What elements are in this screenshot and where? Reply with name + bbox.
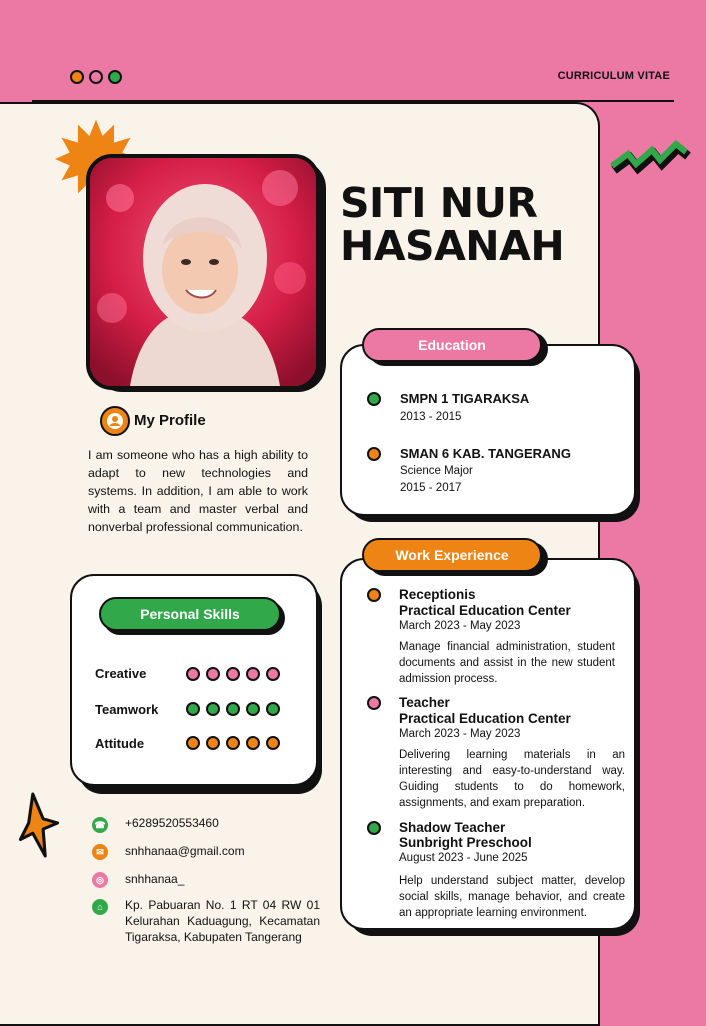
work-dates-2: March 2023 - May 2023: [399, 728, 521, 740]
education-card: [340, 344, 636, 516]
work-dates-1: March 2023 - May 2023: [399, 620, 521, 632]
user-icon: [100, 406, 130, 436]
work-place-3: Sunbright Preschool: [399, 835, 532, 850]
zigzag-decoration: [608, 136, 694, 182]
window-dot-pink: [89, 70, 103, 84]
skill-rating-dot: [186, 667, 200, 681]
education-dot-2: [367, 447, 381, 461]
skills-title-pill: Personal Skills: [99, 597, 281, 631]
work-desc-3: Help understand subject matter, develop social skills, manage behavior, and create an appropriate learning environment.: [399, 875, 625, 919]
skill-rating-dot: [246, 667, 260, 681]
education-years-1: 2013 - 2015: [400, 411, 462, 423]
education-major-2: Science Major: [400, 465, 473, 477]
skill-rating-dot: [186, 736, 200, 750]
instagram-icon: ◎: [92, 872, 108, 888]
window-dot-green: [108, 70, 122, 84]
contact-phone: +6289520553460: [125, 816, 219, 830]
education-dot-1: [367, 392, 381, 406]
skill-rating-dot: [206, 702, 220, 716]
skill-rating-dot: [206, 736, 220, 750]
work-desc-2: Delivering learning materials in an interesting and easy-to-understand way. Guiding students to do homework, assignments, and exam preparation.: [399, 749, 625, 809]
skill-rating-dot: [206, 667, 220, 681]
work-title-pill: Work Experience: [362, 538, 542, 572]
home-icon: ⌂: [92, 899, 108, 915]
education-years-2: 2015 - 2017: [400, 482, 462, 494]
profile-photo: [86, 154, 320, 390]
education-title-pill: Education: [362, 328, 542, 362]
education-school-1: SMPN 1 TIGARAKSA: [400, 391, 530, 406]
work-dates-3: August 2023 - June 2025: [399, 852, 528, 864]
full-name: [340, 179, 565, 270]
work-dot-2: [367, 696, 381, 710]
education-school-2: SMAN 6 KAB. TANGERANG: [400, 446, 571, 461]
skill-rating-dot: [266, 702, 280, 716]
contact-instagram: snhhanaa_: [125, 872, 185, 886]
contact-email: snhhanaa@gmail.com: [125, 844, 245, 858]
work-role-3: Shadow Teacher: [399, 820, 506, 835]
skill-rating-dot: [266, 667, 280, 681]
work-dot-1: [367, 588, 381, 602]
document-label: CURRICULUM VITAE: [557, 70, 670, 82]
window-dot-orange: [70, 70, 84, 84]
skill-rating-dot: [186, 702, 200, 716]
profile-text: I am someone who has a high ability to adapt to new technologies and systems. In addition, I am able to work with a team and master verbal and nonverbal professional communication.: [88, 448, 308, 534]
name-line-1: SITI NUR: [340, 179, 538, 227]
work-place-2: Practical Education Center: [399, 711, 571, 726]
skill-label-teamwork: Teamwork: [95, 702, 159, 717]
skill-label-creative: Creative: [95, 666, 147, 681]
email-icon: ✉: [92, 844, 108, 860]
skill-rating-dot: [226, 667, 240, 681]
work-desc-1: Manage financial administration, student documents and assist in the new student admission process.: [399, 641, 615, 685]
star-decoration: [18, 792, 60, 858]
work-role-2: Teacher: [399, 695, 450, 710]
skill-rating-dot: [246, 702, 260, 716]
work-dot-3: [367, 821, 381, 835]
skill-rating-dot: [246, 736, 260, 750]
skill-rating-dot: [226, 736, 240, 750]
skill-label-attitude: Attitude: [95, 736, 145, 751]
skill-rating-dot: [226, 702, 240, 716]
skill-rating-dot: [266, 736, 280, 750]
phone-icon: ☎: [92, 817, 108, 833]
contact-address: Kp. Pabuaran No. 1 RT 04 RW 01 Kelurahan Kaduagung, Kecamatan Tigaraksa, Kabupaten Tangerang: [125, 898, 320, 944]
profile-title: My Profile: [134, 412, 206, 429]
work-place-1: Practical Education Center: [399, 603, 571, 618]
work-role-1: Receptionis: [399, 587, 476, 602]
name-line-2: HASANAH: [340, 222, 565, 270]
